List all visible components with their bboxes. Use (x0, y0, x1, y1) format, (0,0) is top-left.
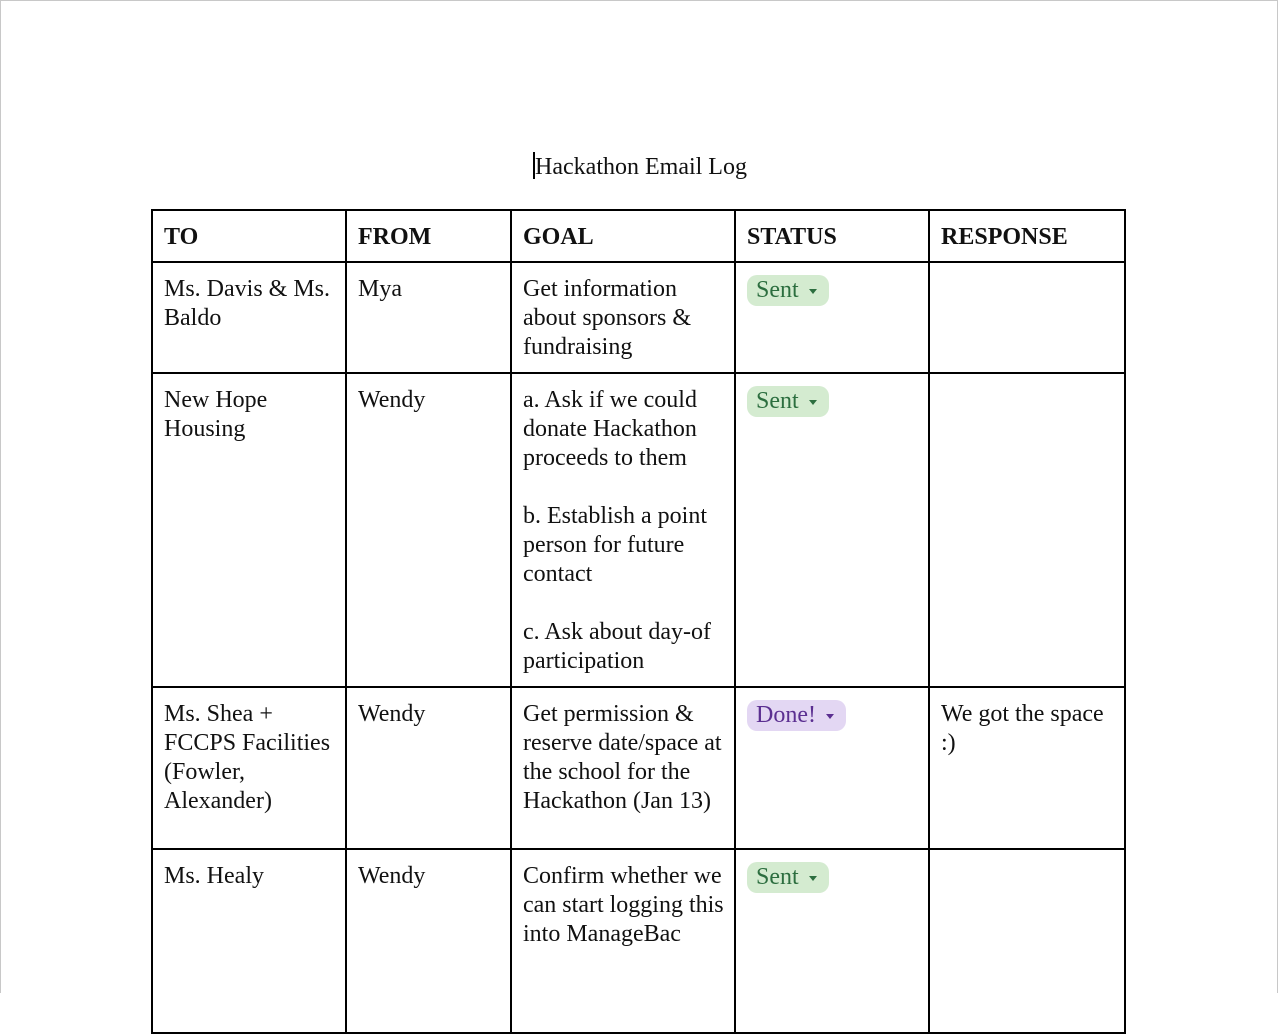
table-row (152, 262, 1125, 373)
cell-to[interactable]: Ms. Shea + FCCPS Facilities (Fowler, Alexander) (152, 687, 346, 849)
header-status[interactable]: STATUS (735, 210, 929, 262)
dropdown-arrow-icon (809, 289, 817, 294)
cell-response[interactable] (929, 849, 1125, 1033)
header-to[interactable]: TO (152, 210, 346, 262)
cell-status (735, 687, 929, 849)
cell-to[interactable]: Ms. Healy (152, 849, 346, 1033)
cell-from[interactable]: Wendy (346, 849, 511, 1033)
dropdown-arrow-icon (809, 400, 817, 405)
header-response[interactable]: RESPONSE (929, 210, 1125, 262)
cell-to[interactable]: Ms. Davis & Ms. Baldo (152, 262, 346, 373)
cell-response[interactable]: We got the space :) (929, 687, 1125, 849)
status-dropdown-chip[interactable] (747, 700, 846, 731)
table-row (152, 373, 1125, 687)
cell-goal[interactable] (511, 373, 735, 687)
goal-text: Get information about sponsors & fundraising (523, 276, 691, 360)
status-label: Sent (756, 277, 799, 303)
cell-response[interactable] (929, 262, 1125, 373)
goal-text: b. Establish a point person for future contact (523, 503, 707, 587)
status-label: Done! (756, 702, 816, 728)
cell-goal[interactable] (511, 262, 735, 373)
status-dropdown-chip[interactable] (747, 862, 829, 893)
cell-response[interactable] (929, 373, 1125, 687)
cell-goal[interactable] (511, 849, 735, 1033)
status-label: Sent (756, 388, 799, 414)
table-row (152, 687, 1125, 849)
cell-status (735, 262, 929, 373)
document-title[interactable]: Hackathon Email Log (535, 154, 747, 180)
goal-text: c. Ask about day-of participation (523, 619, 711, 674)
dropdown-arrow-icon (809, 876, 817, 881)
cell-from[interactable]: Wendy (346, 687, 511, 849)
cell-from[interactable]: Mya (346, 262, 511, 373)
header-goal[interactable]: GOAL (511, 210, 735, 262)
cell-to[interactable]: New Hope Housing (152, 373, 346, 687)
cell-goal[interactable] (511, 687, 735, 849)
email-log-table (151, 209, 1126, 1034)
status-label: Sent (756, 864, 799, 890)
status-dropdown-chip[interactable] (747, 386, 829, 417)
goal-text: Get permission & reserve date/space at the school for the Hackathon (Jan 13) (523, 701, 722, 814)
cell-status (735, 373, 929, 687)
cell-status (735, 849, 929, 1033)
table-row (152, 849, 1125, 1033)
status-dropdown-chip[interactable] (747, 275, 829, 306)
goal-text: Confirm whether we can start logging this into ManageBac (523, 863, 724, 947)
cell-from[interactable]: Wendy (346, 373, 511, 687)
dropdown-arrow-icon (826, 714, 834, 719)
goal-text: a. Ask if we could donate Hackathon proceeds to them (523, 387, 697, 471)
header-row (152, 210, 1125, 262)
header-from[interactable]: FROM (346, 210, 511, 262)
